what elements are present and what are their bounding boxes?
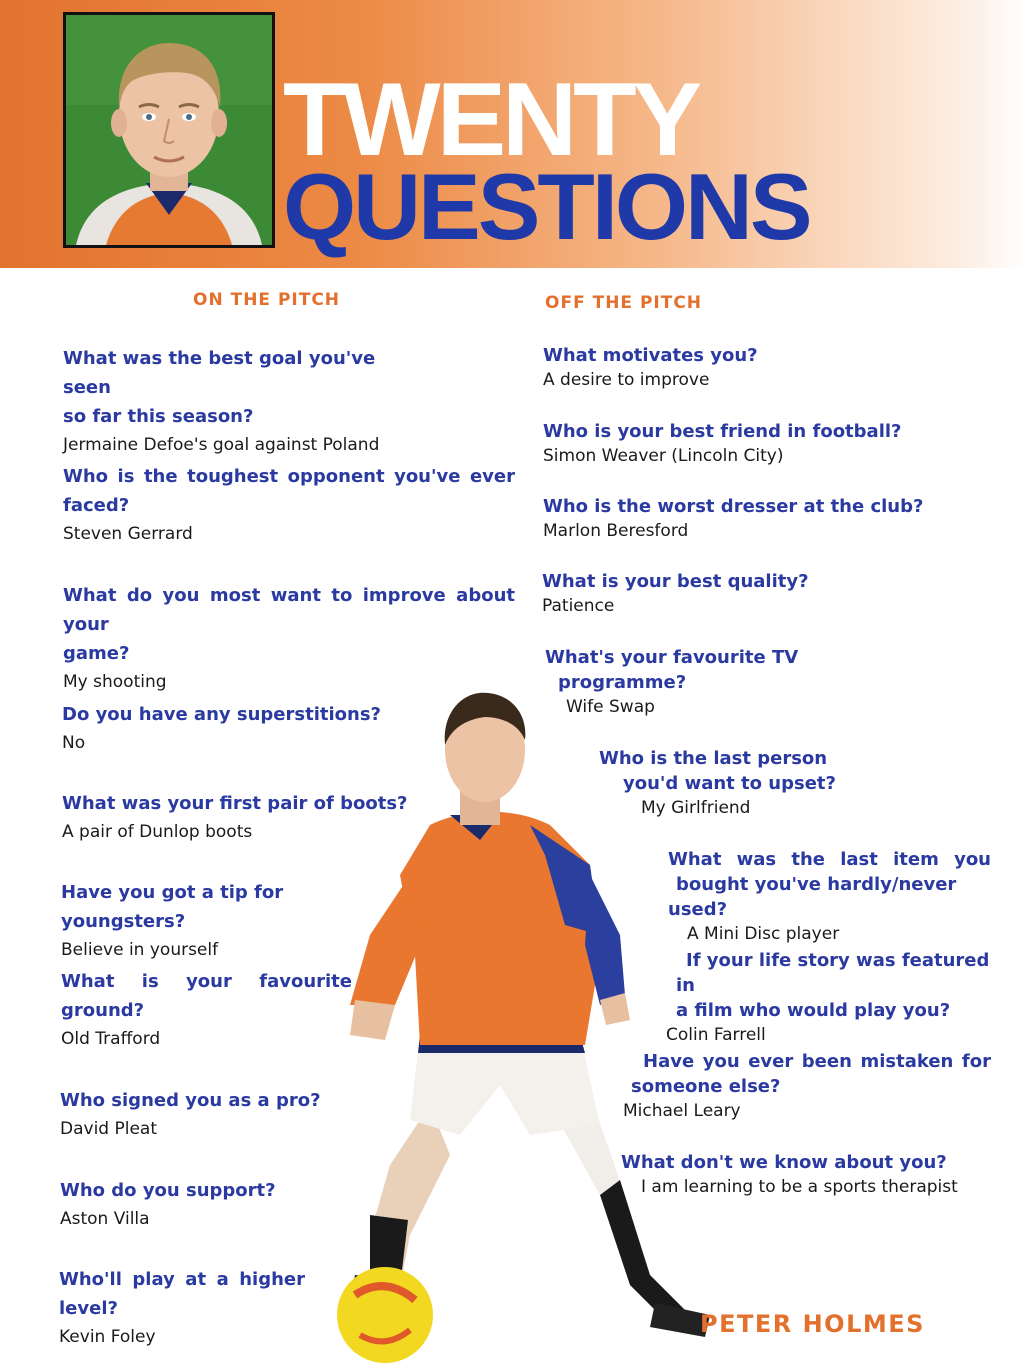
question: Who signed you as a pro? — [60, 1090, 321, 1111]
question: What motivates you? — [543, 345, 758, 366]
qa-on-8 — [60, 1086, 360, 1141]
player-name: PETER HOLMES — [700, 1310, 925, 1338]
qa-on-3 — [63, 581, 515, 694]
answer: Simon Weaver (Lincoln City) — [543, 446, 784, 466]
answer: Patience — [542, 596, 615, 616]
question: What was the last item you bought you've hardly/never used? — [668, 849, 991, 920]
answer: Colin Farrell — [666, 1025, 766, 1045]
question: Have you got a tip for youngsters? — [61, 882, 284, 932]
qa-on-7 — [61, 967, 352, 1051]
question: What was the best goal you've seen so far this season? — [63, 348, 376, 427]
question: Do you have any superstitions? — [62, 704, 381, 725]
answer: My shooting — [63, 672, 167, 692]
question: Have you ever been mistaken for someone else? — [631, 1051, 991, 1097]
section-heading-off-pitch: OFF THE PITCH — [545, 293, 703, 313]
qa-on-6 — [61, 878, 411, 962]
qa-on-1 — [63, 344, 413, 457]
qa-off-6 — [599, 746, 899, 820]
question: What was your first pair of boots? — [62, 793, 408, 814]
qa-off-5 — [545, 645, 845, 719]
question: Who is the last person you'd want to upset? — [599, 748, 836, 794]
question: What do you most want to improve about your game? — [63, 585, 515, 664]
title-questions: QUESTIONS — [283, 154, 810, 259]
question: What is your favourite ground? — [61, 971, 352, 1021]
question: Who is the worst dresser at the club? — [543, 496, 924, 517]
answer: Aston Villa — [60, 1209, 150, 1229]
question: Who is your best friend in football? — [543, 421, 902, 442]
qa-on-5 — [62, 789, 412, 844]
answer: I am learning to be a sports therapist — [641, 1177, 958, 1197]
answer: A pair of Dunlop boots — [62, 822, 253, 842]
section-heading-on-pitch: ON THE PITCH — [193, 290, 341, 310]
qa-on-10 — [59, 1265, 305, 1349]
qa-off-9 — [623, 1049, 991, 1123]
answer: Jermaine Defoe's goal against Poland — [63, 435, 380, 455]
answer: My Girlfriend — [641, 798, 751, 818]
answer: Old Trafford — [61, 1029, 161, 1049]
question: What don't we know about you? — [621, 1152, 947, 1173]
title-twenty: TWENTY — [283, 62, 699, 178]
answer: Michael Leary — [623, 1101, 741, 1121]
answer: A Mini Disc player — [687, 924, 840, 944]
question: Who'll play at a higher level? — [59, 1269, 305, 1319]
answer: Kevin Foley — [59, 1327, 156, 1347]
answer: Steven Gerrard — [63, 524, 193, 544]
question: What's your favourite TV programme? — [545, 647, 799, 693]
question: If your life story was featured in a film who would play you? — [676, 950, 990, 1021]
qa-off-8 — [666, 948, 991, 1047]
qa-off-3 — [543, 494, 963, 543]
player-headshot-photo — [63, 12, 275, 248]
qa-off-2 — [543, 419, 943, 468]
qa-off-7 — [668, 847, 991, 946]
qa-on-9 — [60, 1176, 360, 1231]
answer: A desire to improve — [543, 370, 710, 390]
qa-on-2 — [63, 462, 515, 546]
answer: David Pleat — [60, 1119, 158, 1139]
answer: Wife Swap — [566, 697, 655, 717]
question: What is your best quality? — [542, 571, 809, 592]
answer: Marlon Beresford — [543, 521, 689, 541]
qa-on-4 — [62, 700, 412, 755]
qa-off-1 — [543, 343, 923, 392]
qa-off-4 — [542, 569, 942, 618]
answer: No — [62, 733, 86, 753]
question: Who do you support? — [60, 1180, 276, 1201]
header-banner — [0, 0, 1025, 268]
answer: Believe in yourself — [61, 940, 219, 960]
qa-off-10 — [621, 1150, 981, 1199]
question: Who is the toughest opponent you've ever faced? — [63, 466, 515, 516]
